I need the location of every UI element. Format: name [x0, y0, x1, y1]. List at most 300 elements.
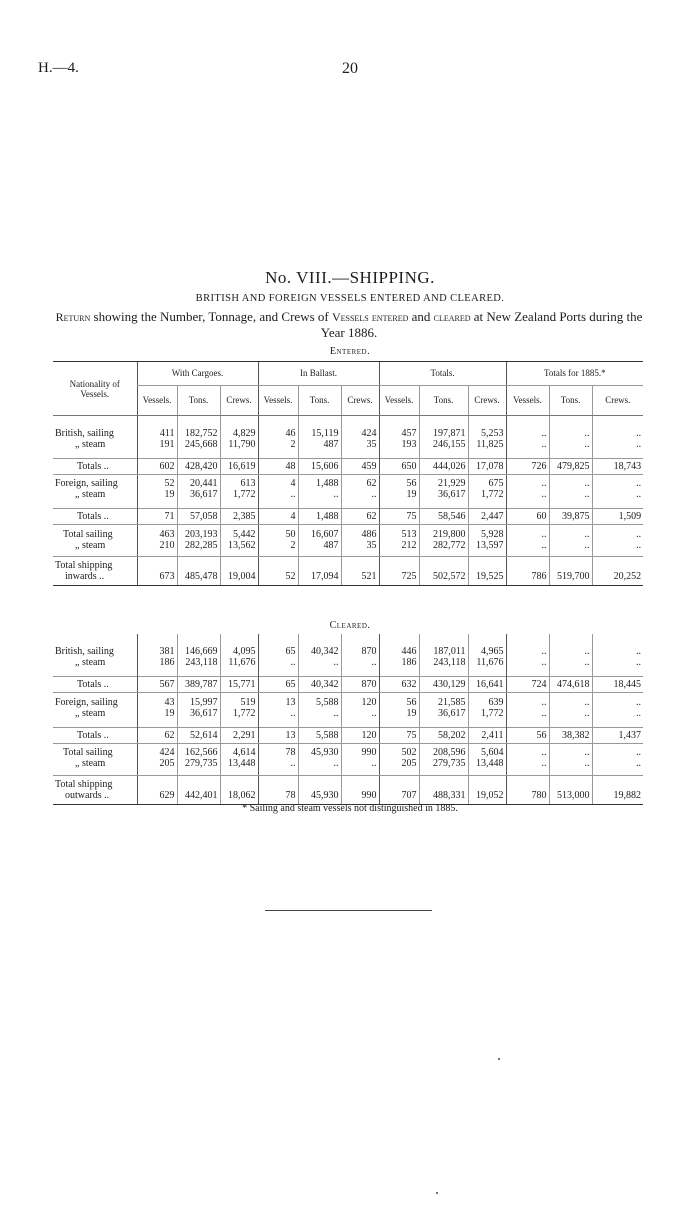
table-cell	[506, 416, 549, 428]
table-cell: 1,488	[298, 478, 341, 489]
table-cell: 1,772	[220, 489, 258, 500]
table-cell: 502,572	[419, 571, 468, 586]
table-cell	[341, 719, 379, 728]
table-cell: 485,478	[177, 571, 220, 586]
table-cell	[592, 668, 643, 677]
table-cell: 19	[137, 708, 177, 719]
table-cell: 13	[258, 727, 298, 743]
table-cell: 212	[379, 540, 419, 551]
col-header: Tons.	[177, 386, 220, 416]
table-cell: 5,442	[220, 529, 258, 540]
table-cell: 990	[341, 790, 379, 805]
table-cell: 13	[258, 697, 298, 708]
table-cell: 120	[341, 727, 379, 743]
nationality-header: Nationality of Vessels.	[53, 362, 137, 416]
table-cell: 13,448	[468, 758, 506, 769]
table-cell: ..	[506, 708, 549, 719]
table-cell: ..	[506, 489, 549, 500]
table-cell	[592, 775, 643, 790]
table-cell	[419, 450, 468, 459]
table-cell: 650	[379, 458, 419, 474]
table-row	[53, 458, 643, 474]
table-row	[53, 677, 643, 693]
table-row	[53, 708, 643, 719]
table-cell	[419, 557, 468, 572]
table-cell: 210	[137, 540, 177, 551]
table-cell	[258, 557, 298, 572]
table-cell: 40,342	[298, 646, 341, 657]
row-label: Total sailing	[63, 747, 113, 758]
table-cell	[379, 634, 419, 646]
return-vessels: Vessels	[331, 310, 369, 324]
page-title: No. VIII.—SHIPPING.	[265, 268, 435, 287]
table-cell: 39,875	[549, 509, 592, 525]
table-cell	[220, 557, 258, 572]
row-label: Totals ..	[77, 460, 109, 472]
table-cell: 11,790	[220, 439, 258, 450]
table-cell: ..	[549, 478, 592, 489]
table-cell: ..	[592, 758, 643, 769]
table-cell: 479,825	[549, 458, 592, 474]
table-cell: ..	[592, 747, 643, 758]
table-cell	[298, 416, 341, 428]
page-number: 20	[342, 60, 358, 77]
table-cell	[341, 634, 379, 646]
table-cell	[341, 668, 379, 677]
table-cell: 19,004	[220, 571, 258, 586]
table-cell: 40,342	[298, 677, 341, 693]
table-cell: ..	[592, 529, 643, 540]
table-cell: 442,401	[177, 790, 220, 805]
group-header-in-ballast: In Ballast.	[258, 362, 379, 386]
table-cell	[258, 634, 298, 646]
return-entered: entered	[371, 310, 409, 324]
table-cell: 2,291	[220, 727, 258, 743]
table-cell	[298, 775, 341, 790]
table-cell: 463	[137, 529, 177, 540]
table-cell	[379, 668, 419, 677]
table-cell: 5,253	[468, 428, 506, 439]
table-cell: 4,095	[220, 646, 258, 657]
table-cell: 45,930	[298, 790, 341, 805]
table-cell: ..	[341, 657, 379, 668]
table-cell: 2	[258, 540, 298, 551]
table-cell: 11,676	[220, 657, 258, 668]
table-cell: ..	[592, 540, 643, 551]
table-cell: 19	[379, 489, 419, 500]
table-cell	[549, 775, 592, 790]
table-cell	[468, 775, 506, 790]
table-cell: 870	[341, 677, 379, 693]
table-cell: 726	[506, 458, 549, 474]
table-cell	[506, 500, 549, 509]
table-row	[53, 489, 643, 500]
table-cell	[177, 668, 220, 677]
row-label: British, sailing	[55, 646, 114, 657]
return-lead: Return	[55, 310, 91, 324]
table-cell: ..	[549, 540, 592, 551]
table-cell: 629	[137, 790, 177, 805]
table-cell: 13,562	[220, 540, 258, 551]
table-row	[53, 478, 643, 489]
table-cell	[341, 450, 379, 459]
table-cell	[258, 450, 298, 459]
table-cell: 35	[341, 439, 379, 450]
table-cell: 870	[341, 646, 379, 657]
table-cell: 78	[258, 790, 298, 805]
table-cell	[549, 719, 592, 728]
table-cell: 459	[341, 458, 379, 474]
table-cell: 60	[506, 509, 549, 525]
table-cell	[258, 719, 298, 728]
entered-section-heading: Entered.	[329, 346, 371, 357]
table-cell: 675	[468, 478, 506, 489]
table-cell	[506, 719, 549, 728]
table-cell: 724	[506, 677, 549, 693]
table-cell: 62	[341, 509, 379, 525]
table-cell: ..	[258, 489, 298, 500]
footnote: * Sailing and steam vessels not distinguished in 1885.	[242, 803, 458, 814]
table-cell: 444,026	[419, 458, 468, 474]
table-cell: 279,735	[177, 758, 220, 769]
table-cell: 673	[137, 571, 177, 586]
table-cell: 46	[258, 428, 298, 439]
table-cell: 19	[137, 489, 177, 500]
table-row	[53, 509, 643, 525]
row-label: „ steam	[75, 707, 106, 719]
group-header-totals-1885: Totals for 1885.*	[506, 362, 643, 386]
table-cell	[137, 450, 177, 459]
stray-mark	[436, 1192, 438, 1194]
table-cell: 186	[137, 657, 177, 668]
table-row	[53, 439, 643, 450]
table-cell	[220, 500, 258, 509]
table-cell: ..	[549, 657, 592, 668]
table-cell	[298, 500, 341, 509]
table-cell: ..	[592, 646, 643, 657]
table-cell: ..	[298, 758, 341, 769]
table-cell: ..	[549, 697, 592, 708]
table-cell: ..	[506, 747, 549, 758]
table-cell	[137, 634, 177, 646]
table-cell: 36,617	[419, 708, 468, 719]
table-cell	[137, 557, 177, 572]
table-cell: 430,129	[419, 677, 468, 693]
table-cell: 428,420	[177, 458, 220, 474]
table-cell: ..	[592, 439, 643, 450]
table-cell: 1,437	[592, 727, 643, 743]
closing-rule	[265, 910, 432, 911]
table-cell: 521	[341, 571, 379, 586]
cleared-section-heading: Cleared.	[329, 620, 371, 631]
col-header: Vessels.	[258, 386, 298, 416]
table-cell: 1,488	[298, 509, 341, 525]
table-cell: 381	[137, 646, 177, 657]
table-cell: ..	[592, 657, 643, 668]
table-cell: 52,614	[177, 727, 220, 743]
table-cell: 519	[220, 697, 258, 708]
stray-mark	[498, 1058, 500, 1060]
table-cell: ..	[341, 489, 379, 500]
table-cell: 725	[379, 571, 419, 586]
table-cell	[341, 557, 379, 572]
col-header: Vessels.	[379, 386, 419, 416]
row-label: „ steam	[75, 539, 106, 551]
table-cell: 279,735	[419, 758, 468, 769]
table-cell: 21,929	[419, 478, 468, 489]
table-cell: 5,604	[468, 747, 506, 758]
table-cell: 15,606	[298, 458, 341, 474]
table-cell: 146,669	[177, 646, 220, 657]
table-cell: 17,094	[298, 571, 341, 586]
table-cell	[506, 557, 549, 572]
table-cell: ..	[506, 478, 549, 489]
table-cell	[419, 668, 468, 677]
table-cell: 389,787	[177, 677, 220, 693]
table-cell: 4	[258, 478, 298, 489]
table-cell: 513	[379, 529, 419, 540]
table-cell: 5,928	[468, 529, 506, 540]
table-cell: 38,382	[549, 727, 592, 743]
table-cell	[468, 416, 506, 428]
table-cell: 205	[379, 758, 419, 769]
table-cell: 120	[341, 697, 379, 708]
table-cell	[592, 634, 643, 646]
table-cell: 186	[379, 657, 419, 668]
document-reference: H.—4.	[38, 60, 79, 76]
table-cell: ..	[298, 489, 341, 500]
row-label: Foreign, sailing	[55, 478, 118, 489]
table-cell: 246,155	[419, 439, 468, 450]
row-label: Total shipping	[55, 560, 113, 571]
table-cell	[379, 719, 419, 728]
table-cell: 65	[258, 646, 298, 657]
table-cell: 15,997	[177, 697, 220, 708]
table-row	[53, 727, 643, 743]
table-cell: ..	[592, 478, 643, 489]
table-cell: 707	[379, 790, 419, 805]
table-cell: 75	[379, 509, 419, 525]
table-cell: ..	[592, 708, 643, 719]
table-cell	[341, 416, 379, 428]
table-cell: 15,771	[220, 677, 258, 693]
table-cell: 282,285	[177, 540, 220, 551]
table-cell: 78	[258, 747, 298, 758]
col-header: Tons.	[298, 386, 341, 416]
table-cell: 43	[137, 697, 177, 708]
table-cell: ..	[549, 428, 592, 439]
table-cell: 36,617	[419, 489, 468, 500]
table-cell	[468, 719, 506, 728]
table-cell	[220, 775, 258, 790]
table-cell: 2,447	[468, 509, 506, 525]
row-label: outwards ..	[65, 789, 110, 801]
table-cell	[298, 557, 341, 572]
table-cell	[177, 634, 220, 646]
table-cell: 487	[298, 540, 341, 551]
table-cell: ..	[549, 646, 592, 657]
table-cell	[468, 500, 506, 509]
table-cell	[419, 719, 468, 728]
table-cell: 486	[341, 529, 379, 540]
row-label: Totals ..	[77, 729, 109, 741]
col-header: Crews.	[592, 386, 643, 416]
table-cell: 193	[379, 439, 419, 450]
table-cell: ..	[549, 489, 592, 500]
table-cell	[258, 668, 298, 677]
row-label: Totals ..	[77, 511, 109, 522]
table-cell	[419, 775, 468, 790]
table-cell: 16,619	[220, 458, 258, 474]
table-row	[53, 646, 643, 657]
table-cell: 52	[137, 478, 177, 489]
table-cell	[592, 719, 643, 728]
row-label: Total sailing	[63, 528, 113, 540]
table-cell: 208,596	[419, 747, 468, 758]
table-row	[53, 775, 643, 790]
table-cell	[592, 500, 643, 509]
table-cell: 191	[137, 439, 177, 450]
table-cell: 4,829	[220, 428, 258, 439]
table-cell: 457	[379, 428, 419, 439]
col-header: Tons.	[549, 386, 592, 416]
table-cell: ..	[341, 758, 379, 769]
table-row	[53, 557, 643, 572]
table-cell: ..	[549, 708, 592, 719]
table-cell	[137, 719, 177, 728]
table-cell	[258, 775, 298, 790]
table-cell: 182,752	[177, 428, 220, 439]
table-cell: 602	[137, 458, 177, 474]
row-label: Total shipping	[55, 778, 113, 790]
table-cell: 488,331	[419, 790, 468, 805]
table-cell: 203,193	[177, 529, 220, 540]
table-row	[53, 790, 643, 805]
table-cell	[379, 450, 419, 459]
table-cell: 75	[379, 727, 419, 743]
table-cell: 2	[258, 439, 298, 450]
table-cell: 2,411	[468, 727, 506, 743]
table-cell: 243,118	[177, 657, 220, 668]
table-cell: 62	[137, 727, 177, 743]
table-cell: 567	[137, 677, 177, 693]
group-header-totals: Totals.	[379, 362, 506, 386]
table-cell	[220, 719, 258, 728]
table-cell: ..	[592, 489, 643, 500]
table-cell	[592, 557, 643, 572]
table-cell: ..	[506, 428, 549, 439]
table-cell	[549, 450, 592, 459]
table-cell: 411	[137, 428, 177, 439]
col-header: Vessels.	[506, 386, 549, 416]
table-cell	[220, 634, 258, 646]
table-cell	[258, 416, 298, 428]
table-cell: ..	[258, 657, 298, 668]
table-cell	[220, 416, 258, 428]
table-row	[53, 657, 643, 668]
table-cell	[220, 668, 258, 677]
table-cell: 11,825	[468, 439, 506, 450]
table-cell: ..	[506, 697, 549, 708]
table-cell: 45,930	[298, 747, 341, 758]
table-cell	[468, 557, 506, 572]
table-row	[53, 697, 643, 708]
cleared-table	[53, 634, 643, 805]
table-cell: 282,772	[419, 540, 468, 551]
table-cell: ..	[506, 540, 549, 551]
table-cell: 446	[379, 646, 419, 657]
table-cell: ..	[506, 657, 549, 668]
table-cell: 487	[298, 439, 341, 450]
table-cell	[298, 634, 341, 646]
table-cell	[419, 416, 468, 428]
table-cell: 205	[137, 758, 177, 769]
table-cell	[177, 775, 220, 790]
table-cell	[549, 500, 592, 509]
table-cell: 613	[220, 478, 258, 489]
col-header: Crews.	[468, 386, 506, 416]
table-cell: 56	[379, 697, 419, 708]
table-cell: 18,445	[592, 677, 643, 693]
table-cell: 1,772	[468, 708, 506, 719]
table-cell	[549, 668, 592, 677]
table-cell: 513,000	[549, 790, 592, 805]
table-cell: 71	[137, 509, 177, 525]
table-cell	[177, 719, 220, 728]
table-cell: ..	[506, 529, 549, 540]
table-cell: 1,772	[468, 489, 506, 500]
return-and: and	[408, 309, 434, 324]
table-cell: 2,385	[220, 509, 258, 525]
row-label: „ steam	[75, 489, 106, 500]
table-cell	[592, 416, 643, 428]
return-text-part1: showing the Number, Tonnage, and Crews of	[90, 309, 332, 324]
table-cell: ..	[341, 708, 379, 719]
table-cell: 62	[341, 478, 379, 489]
table-cell	[177, 557, 220, 572]
table-row	[53, 529, 643, 540]
table-cell: 19,525	[468, 571, 506, 586]
table-cell: 58,202	[419, 727, 468, 743]
table-cell: 474,618	[549, 677, 592, 693]
table-cell: 17,078	[468, 458, 506, 474]
table-cell: 197,871	[419, 428, 468, 439]
table-cell: ..	[506, 646, 549, 657]
table-cell: 424	[137, 747, 177, 758]
table-row	[53, 540, 643, 551]
table-cell	[419, 634, 468, 646]
table-cell: ..	[506, 758, 549, 769]
table-cell: ..	[549, 758, 592, 769]
table-cell: 16,641	[468, 677, 506, 693]
table-cell	[137, 416, 177, 428]
table-row	[53, 428, 643, 439]
table-cell	[298, 450, 341, 459]
table-cell: 639	[468, 697, 506, 708]
table-cell	[506, 775, 549, 790]
table-cell: 1,772	[220, 708, 258, 719]
col-header: Crews.	[220, 386, 258, 416]
row-label: „ steam	[75, 758, 106, 769]
table-cell: ..	[549, 747, 592, 758]
table-cell	[549, 557, 592, 572]
table-cell: 58,546	[419, 509, 468, 525]
table-cell: 36,617	[177, 708, 220, 719]
table-cell: 48	[258, 458, 298, 474]
table-cell	[592, 450, 643, 459]
group-header-with-cargoes: With Cargoes.	[137, 362, 258, 386]
table-cell: 4,965	[468, 646, 506, 657]
